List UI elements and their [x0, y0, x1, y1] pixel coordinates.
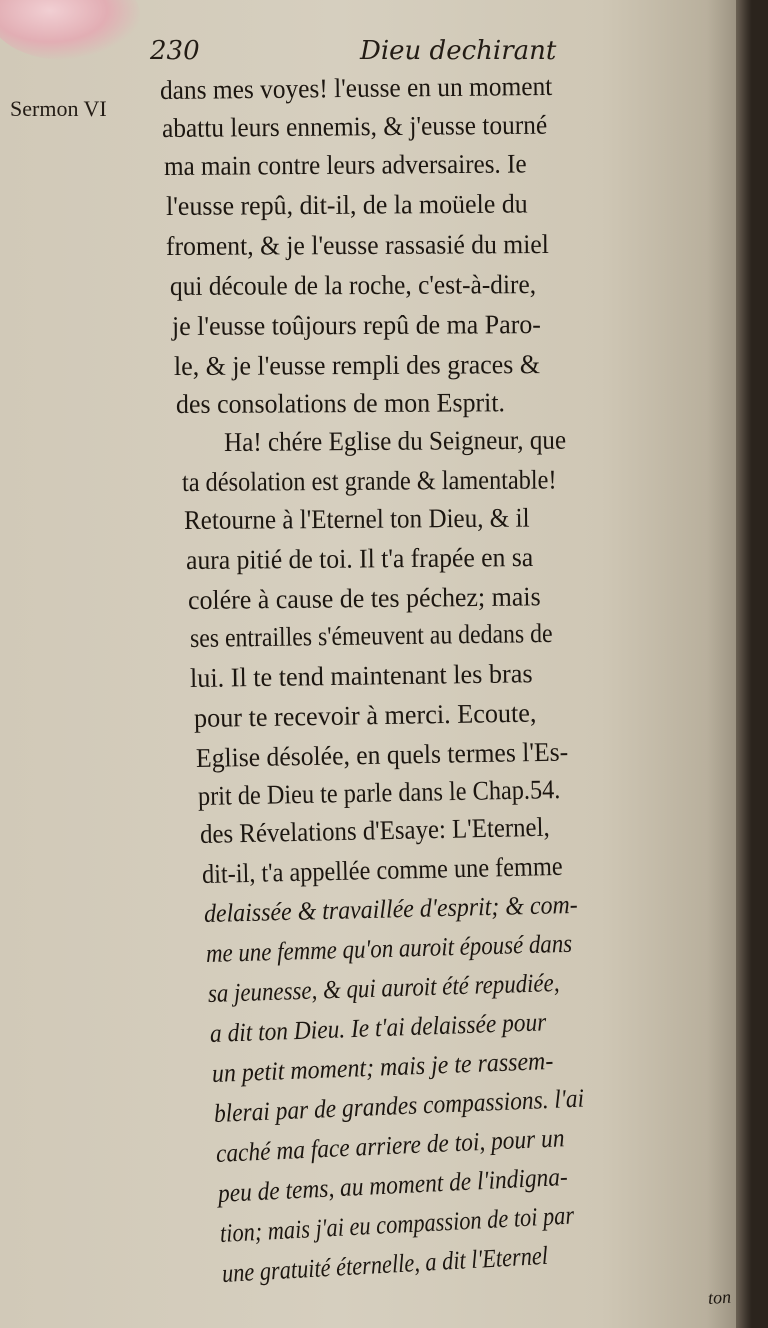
text-line: a dit ton Dieu. Ie t'ai delaissée pour	[209, 1007, 547, 1048]
text-line: ta désolation est grande & lamentable!	[181, 464, 557, 497]
text-line: ses entrailles s'émeuvent au dedans de	[189, 617, 553, 653]
text-line: un petit moment; mais je te rassem-	[211, 1045, 554, 1088]
text-line: dit-il, t'a appellée comme une femme	[201, 850, 563, 889]
text-line: froment, & je l'eusse rassasié du miel	[165, 228, 549, 261]
text-line: ma main contre leurs adversaires. Ie	[163, 148, 527, 181]
book-spine	[736, 0, 752, 1328]
text-line: Ha! chére Eglise du Seigneur, que	[223, 424, 567, 457]
text-line: me une femme qu'on auroit épousé dans	[205, 928, 573, 968]
text-line: des Révelations d'Esaye: L'Eternel,	[199, 811, 550, 849]
text-line: l'eusse repû, dit-il, de la moüele du	[165, 188, 528, 221]
text-line: caché ma face arriere de toi, pour un	[215, 1123, 566, 1168]
text-line: colére à cause de tes péchez; mais	[187, 581, 541, 615]
margin-note: Sermon VI	[10, 96, 107, 121]
text-line: peu de tems, au moment de l'indigna-	[217, 1161, 569, 1208]
text-line: lui. Il te tend maintenant les bras	[189, 658, 533, 693]
text-line: sa jeunesse, & qui auroit été repudiée,	[207, 967, 560, 1008]
text-line: Eglise désolée, en quels termes l'Es-	[195, 736, 569, 773]
text-line: dans mes voyes! l'eusse en un moment	[159, 70, 553, 105]
text-line: blerai par de grandes compassions. l'ai	[213, 1083, 585, 1128]
text-line: abattu leurs ennemis, & j'eusse tourné	[161, 109, 548, 143]
text-line: des consolations de mon Esprit.	[175, 387, 506, 419]
text-line: aura pitié de toi. Il t'a frapée en sa	[185, 541, 534, 575]
text-line: Retourne à l'Eternel ton Dieu, & il	[183, 502, 530, 535]
text-line: tion; mais j'ai eu compassion de toi par	[219, 1200, 575, 1248]
text-line: prit de Dieu te parle dans le Chap.54.	[197, 774, 561, 811]
text-line: le, & je l'eusse rempli des graces &	[173, 349, 541, 381]
text-line: qui découle de la roche, c'est-à-dire,	[169, 269, 537, 301]
text-line: pour te recevoir à merci. Ecoute,	[193, 697, 537, 733]
text-line: delaissée & travaillée d'esprit; & com-	[203, 889, 579, 928]
text-line: ton	[707, 1286, 732, 1308]
text-line: une gratuité éternelle, a dit l'Eternel	[221, 1240, 549, 1288]
page-number: 230	[150, 36, 200, 66]
text-line: je l'eusse toûjours repû de ma Paro-	[171, 309, 541, 341]
running-title: Dieu dechirant	[360, 36, 557, 66]
